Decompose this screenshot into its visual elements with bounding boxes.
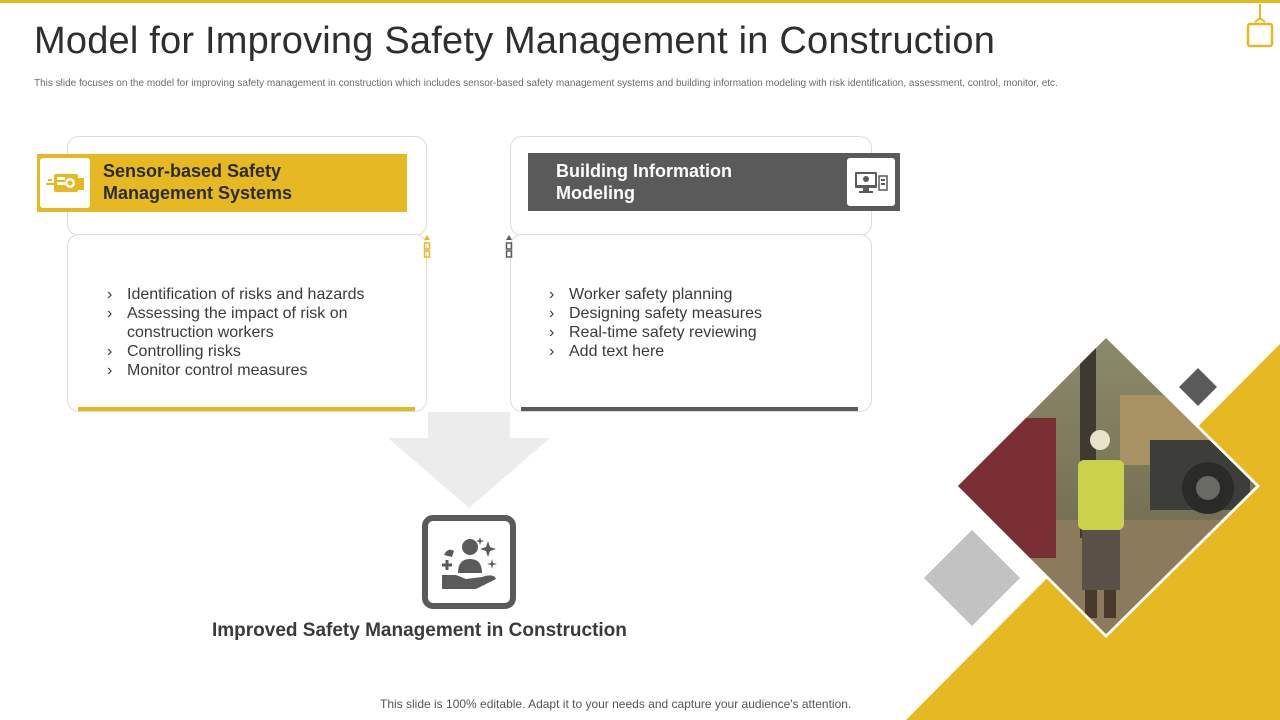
sensor-card-connector-icon: [423, 235, 431, 259]
list-item: › Identification of risks and hazards: [107, 285, 397, 304]
page-subtitle: This slide focuses on the model for improving safety management in construction which includes sensor-based safety management systems and building information modeling with risk identification, assessment, control, monitor, etc.: [34, 78, 1058, 89]
bim-card-connector-icon: [505, 235, 513, 259]
footer-note: This slide is 100% editable. Adapt it to your needs and capture your audience's attention.: [380, 697, 852, 711]
page-title: Model for Improving Safety Management in Construction: [34, 20, 996, 62]
bim-icon-box: [844, 155, 898, 209]
down-arrow-shape: [388, 412, 550, 508]
bim-computer-icon: [847, 158, 895, 206]
grey-diamond-small: [1179, 368, 1217, 406]
list-item: › Add text here: [549, 342, 839, 361]
grey-diamond-large: [924, 530, 1020, 626]
result-label: Improved Safety Management in Construction: [212, 620, 627, 641]
list-item: › Controlling risks: [107, 342, 397, 361]
bim-card-accent-bar: [521, 407, 858, 411]
list-item: › Monitor control measures: [107, 361, 397, 380]
list-item: › Worker safety planning: [549, 285, 839, 304]
sensor-system-icon-box: [37, 155, 93, 211]
list-item: › Assessing the impact of risk on construction workers: [107, 304, 397, 342]
safety-worker-hand-icon: [422, 515, 516, 609]
list-item: › Real-time safety reviewing: [549, 323, 839, 342]
bim-card-title: Building Information Modeling: [556, 161, 732, 203]
sensor-system-icon: [40, 158, 90, 208]
sensor-card-title: Sensor-based Safety Management Systems: [103, 161, 293, 203]
bim-card-title-band: [528, 153, 900, 211]
sensor-card-title-band: [37, 154, 407, 212]
sensor-card-accent-bar: [78, 407, 415, 411]
list-item: › Designing safety measures: [549, 304, 839, 323]
bim-card-bullets: [549, 285, 839, 361]
sensor-card-bullets: [107, 285, 397, 380]
